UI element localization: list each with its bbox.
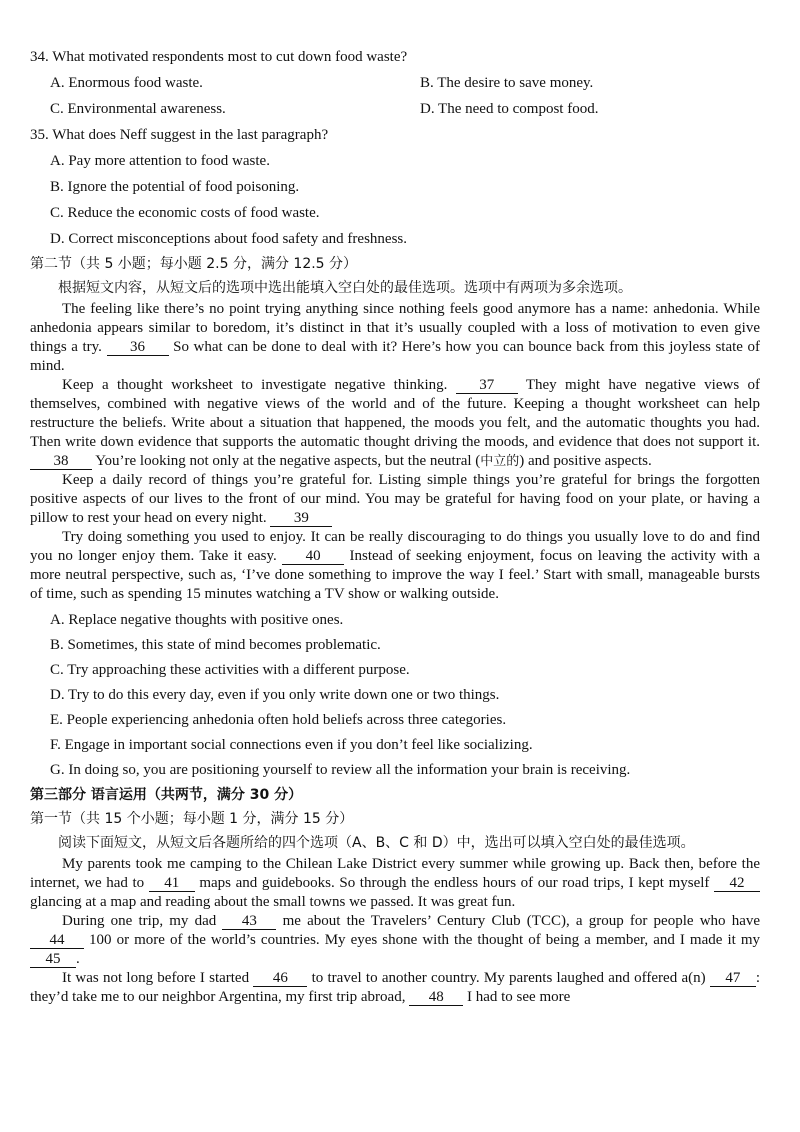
passage-paragraph: Keep a thought worksheet to investigate negative thinking. 37 They might have negative views of themselves, combined with negative views of the world and of the future. Keeping a thought worksheet can help restructure the beliefs. Write about a situation that happened, the moods you felt, and the automatic thoughts you had. Then write down evidence that supports the automatic thought driving the moods, and evidence that does not support it. 38 You’re looking not only at the negative aspects, but the neutral (中立的) and positive aspects. xyxy=(30,377,761,469)
option-d: D. Try to do this every day, even if you only write down one or two things. xyxy=(50,687,500,703)
blank-37[interactable]: 37 xyxy=(456,377,518,394)
section-heading: 第二节（共 5 小题；每小题 2.5 分，满分 12.5 分） xyxy=(30,256,358,272)
option-d: D. The need to compost food. xyxy=(420,101,599,117)
section-instruction: 根据短文内容，从短文后的选项中选出能填入空白处的最佳选项。选项中有两项为多余选项。 xyxy=(58,280,632,296)
section-instruction: 阅读下面短文，从短文后各题所给的四个选项（A、B、C 和 D）中，选出可以填入空白处的最佳选项。 xyxy=(58,835,695,851)
option-c: C. Environmental awareness. xyxy=(50,101,226,117)
option-e: E. People experiencing anhedonia often hold beliefs across three categories. xyxy=(50,712,507,728)
passage-paragraph: The feeling like there’s no point trying anything since nothing feels good anymore has a name: anhedonia. While anhedonia appears similar to boredom, it’s distinct in that it’s usually coupled with a loss of motivation to even give things a try. 36 So what can be done to deal with it? Here’s how you can bounce back from this joyless state of mind. xyxy=(30,301,761,374)
option-b: B. Sometimes, this state of mind becomes problematic. xyxy=(50,637,381,653)
option-g: G. In doing so, you are positioning yourself to review all the information your brain is receiving. xyxy=(50,762,631,778)
passage-paragraph: Try doing something you used to enjoy. It can be really discouraging to do things you usually love to do and find you no longer enjoy them. Take it easy. 40 Instead of seeking enjoyment, focus on leaving the activity with a more neutral perspective, such as, ‘I’ve done something to improve the way I feel.’ Start with small, manageable bursts of time, such as spending 15 minutes watching a TV show or walking outside. xyxy=(30,529,761,602)
blank-46[interactable]: 46 xyxy=(253,970,307,987)
question-stem: 34. What motivated respondents most to cut down food waste? xyxy=(30,49,408,65)
blank-48[interactable]: 48 xyxy=(409,989,463,1006)
blank-36[interactable]: 36 xyxy=(107,339,169,356)
question-stem: 35. What does Neff suggest in the last paragraph? xyxy=(30,127,329,143)
blank-38[interactable]: 38 xyxy=(30,453,92,470)
option-b: B. Ignore the potential of food poisoning. xyxy=(50,179,300,195)
blank-40[interactable]: 40 xyxy=(282,548,344,565)
option-b: B. The desire to save money. xyxy=(420,75,594,91)
section-heading: 第一节（共 15 个小题；每小题 1 分，满分 15 分） xyxy=(30,811,354,827)
part-heading: 第三部分 语言运用（共两节，满分 30 分） xyxy=(30,787,303,803)
option-row xyxy=(30,96,760,122)
option-f: F. Engage in important social connections even if you don’t feel like socializing. xyxy=(50,737,533,753)
question-34 xyxy=(30,44,760,122)
blank-43[interactable]: 43 xyxy=(222,913,276,930)
passage-paragraph: It was not long before I started 46 to travel to another country. My parents laughed and offered a(n) 47 : they’d take me to our neighbor Argentina, my first trip abroad, 48 I had to see more xyxy=(30,970,761,1005)
option-a: A. Pay more attention to food waste. xyxy=(50,153,270,169)
passage-paragraph: My parents took me camping to the Chilean Lake District every summer while growing up. Back then, before the internet, we had to 41 maps and guidebooks. So through the endless hours of our road trips, I kept myself 42 glancing at a map and reading about the small towns we passed. It was great fun. xyxy=(30,856,760,910)
option-d: D. Correct misconceptions about food safety and freshness. xyxy=(50,231,407,247)
option-c: C. Try approaching these activities with a different purpose. xyxy=(50,662,410,678)
option-a: A. Enormous food waste. xyxy=(50,75,203,91)
blank-47[interactable]: 47 xyxy=(710,970,756,987)
blank-41[interactable]: 41 xyxy=(149,875,195,892)
passage-paragraph: Keep a daily record of things you’re grateful for. Listing simple things you’re grateful for brings the forgotten positive aspects of our lives to the front of our mind. You may be grateful for having food on your plate, or having a pillow to rest your head on every night. 39 xyxy=(30,472,760,526)
blank-39[interactable]: 39 xyxy=(270,510,332,527)
option-a: A. Replace negative thoughts with positive ones. xyxy=(50,612,344,628)
option-row xyxy=(30,70,760,96)
blank-42[interactable]: 42 xyxy=(714,875,760,892)
passage-paragraph: During one trip, my dad 43 me about the Travelers’ Century Club (TCC), a group for people who have 44 100 or more of the world’s countries. My eyes shone with the thought of being a member, and I made it my 45 . xyxy=(30,912,760,969)
question-35 xyxy=(30,122,760,252)
option-c: C. Reduce the economic costs of food waste. xyxy=(50,205,320,221)
blank-44[interactable]: 44 xyxy=(30,932,84,949)
blank-45[interactable]: 45 xyxy=(30,951,76,968)
